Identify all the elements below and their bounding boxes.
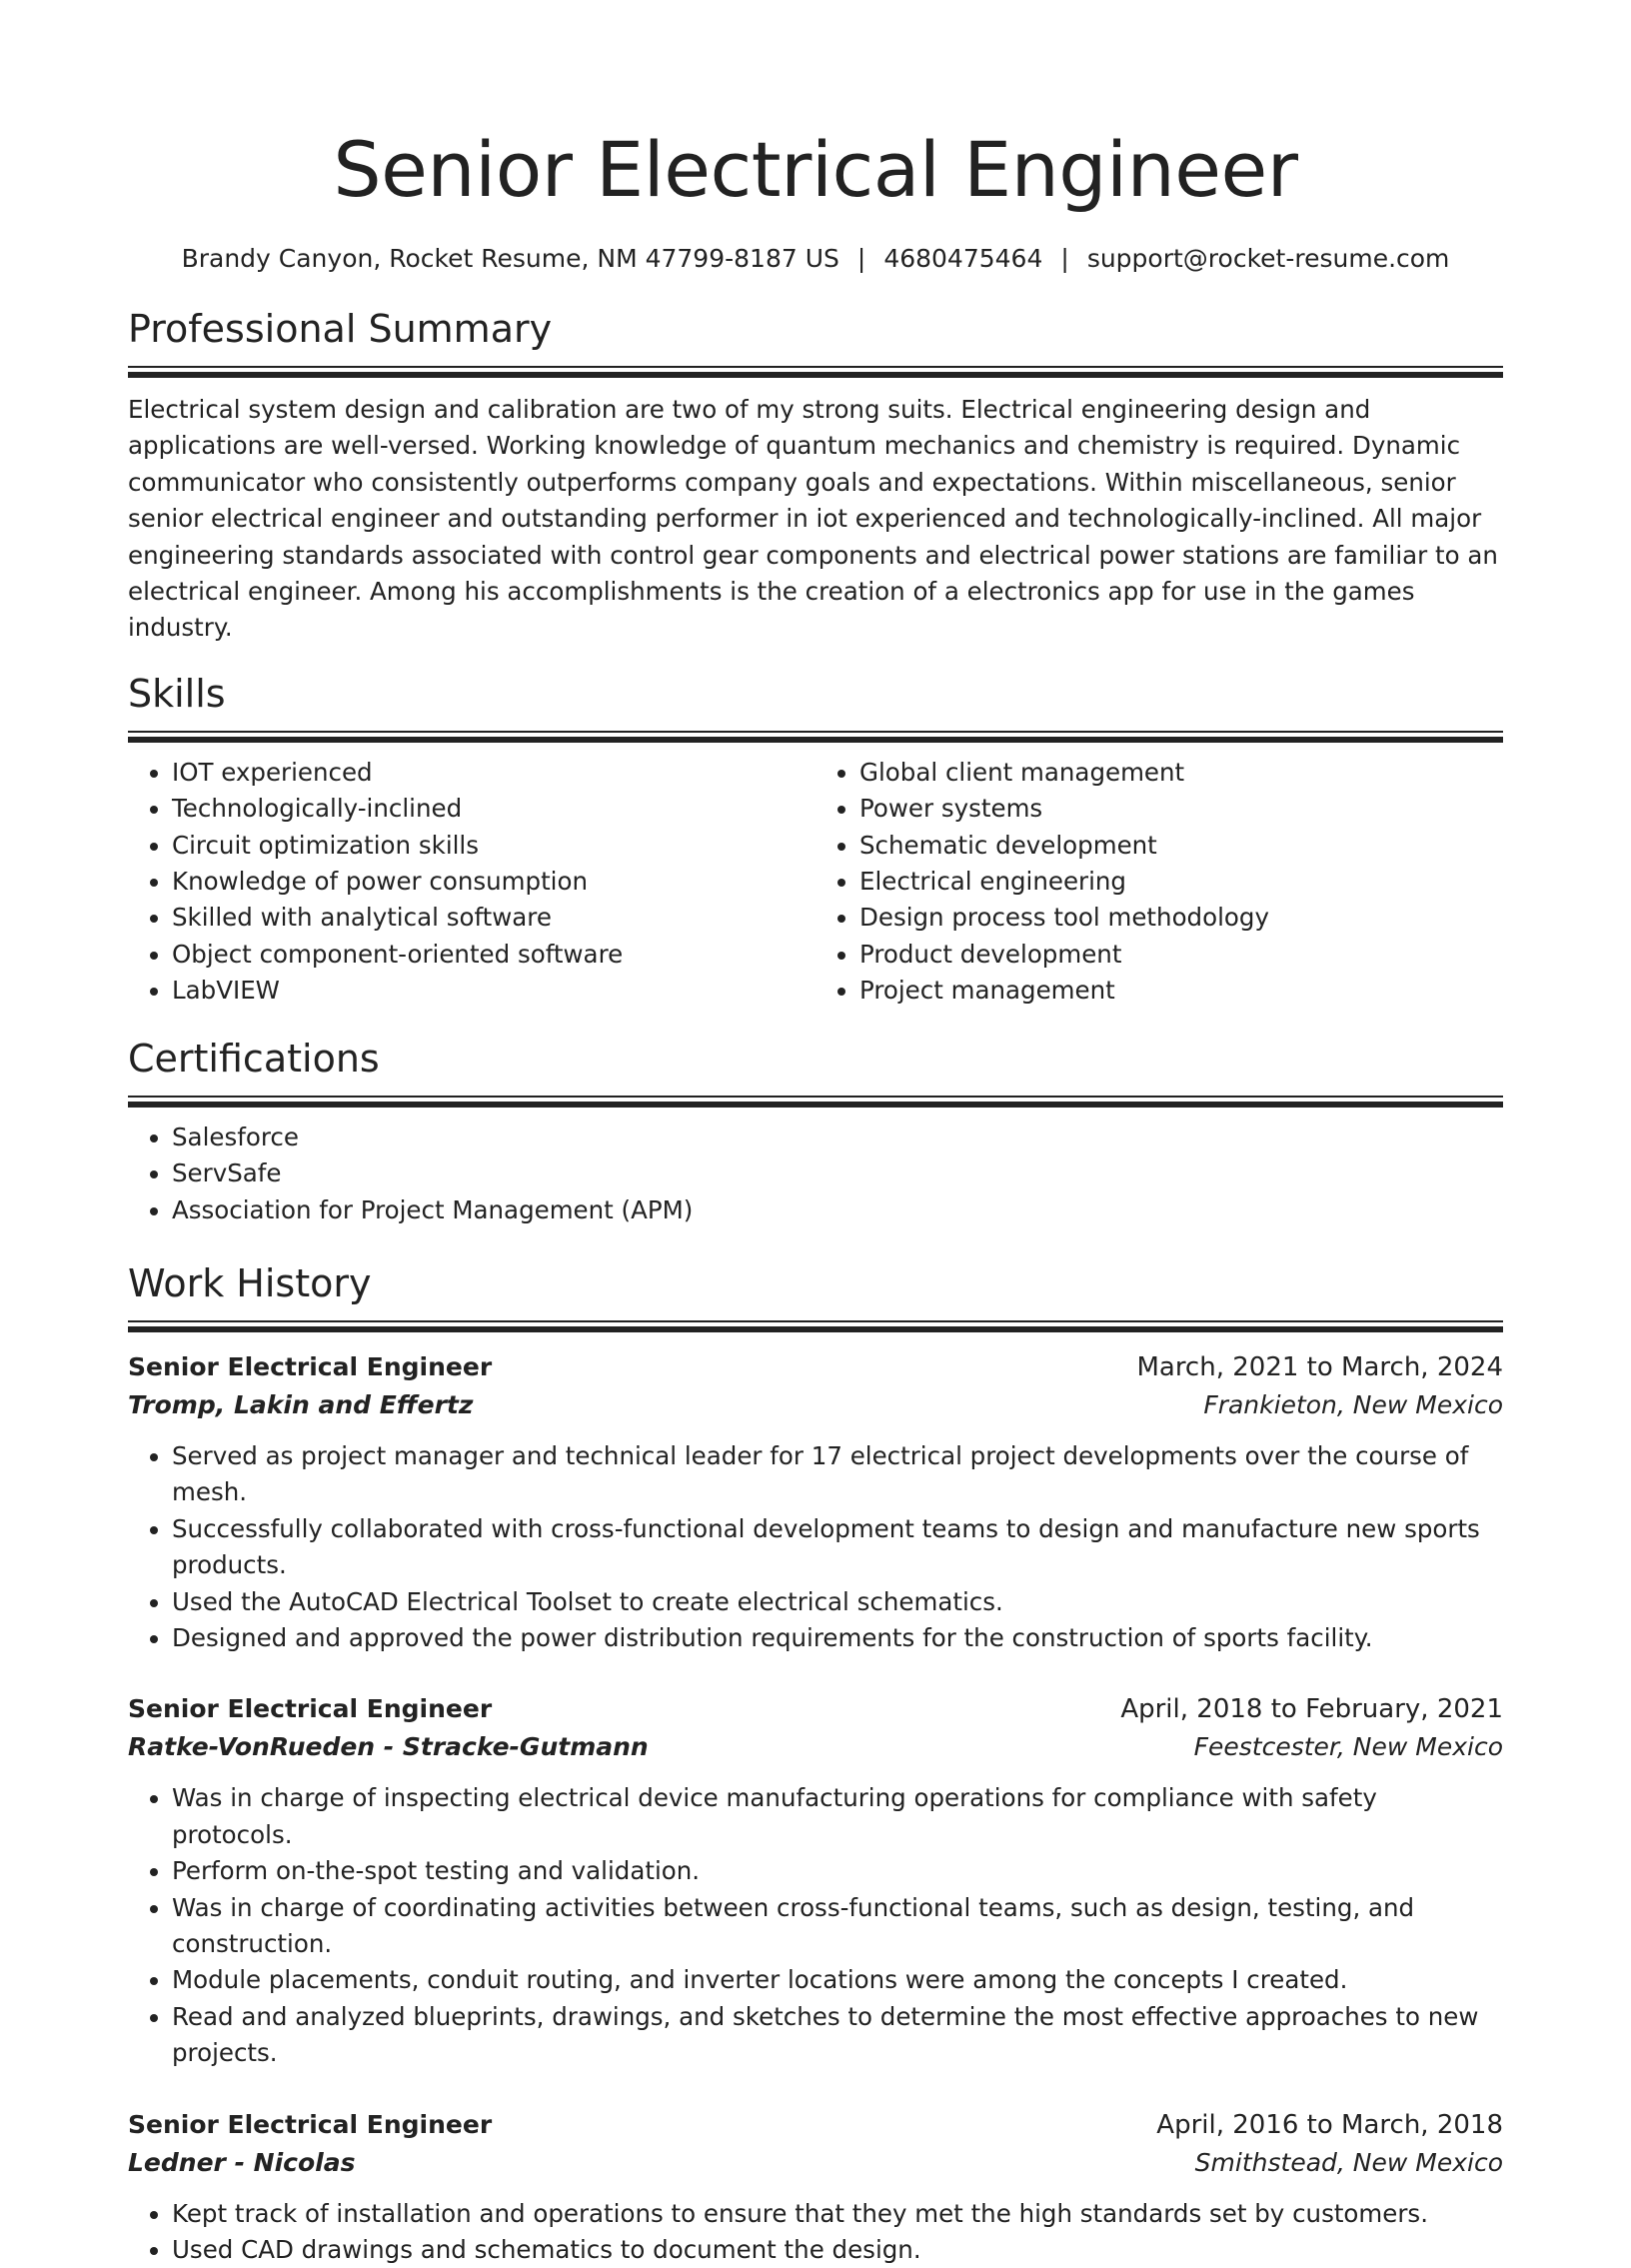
job-header-row [128,2106,1503,2144]
list-item: • Designed and approved the power distribution requirements for the construction of sports facility. [172,1620,1503,1656]
job-dates: March, 2021 to March, 2024 [1136,1351,1503,1382]
certifications-list [128,1120,1503,1228]
list-item: • Module placements, conduit routing, and inverter locations were among the concepts I created. [172,1962,1503,1998]
list-item: • Power systems [859,791,1503,827]
contact-phone: 4680475464 [883,244,1043,273]
section-divider [128,366,1503,378]
list-item: • LabVIEW [172,973,816,1009]
list-item: • Design process tool methodology [859,900,1503,936]
job-header-row [128,1348,1503,1386]
job-company-row [128,2144,1503,2182]
job-location: Smithstead, New Mexico [1194,2147,1503,2177]
skills-heading: Skills [128,671,226,716]
skills-list-right [816,755,1503,1010]
list-item: • Association for Project Management (APM) [172,1192,1503,1228]
certifications-section [128,1034,1503,1228]
contact-separator: | [1060,244,1069,273]
list-item: • Served as project manager and technical leader for 17 electrical project developments over the course of mesh. [172,1438,1503,1511]
list-item: • ServSafe [172,1155,1503,1191]
list-item: • Global client management [859,755,1503,791]
section-divider [128,1096,1503,1108]
job-bullets [128,1438,1503,1656]
list-item: • IOT experienced [172,755,816,791]
job-company-row [128,1386,1503,1424]
page-title: Senior Electrical Engineer [333,125,1298,214]
list-item: • Skilled with analytical software [172,900,816,936]
list-item: • Salesforce [172,1120,1503,1155]
certifications-heading: Certifications [128,1036,380,1081]
list-item: • Perform on-the-spot testing and validation. [172,1853,1503,1889]
list-item: • Electrical engineering [859,864,1503,900]
summary-text: Electrical system design and calibration are two of my strong suits. Electrical engineering design and applications are well-versed. Working knowledge of quantum mechanics and chemistry is required. Dynamic communicator who consistently outperforms company goals and expectations. Within miscellaneous, senior senior electrical engineer and outstanding performer in iot experienced and technologically-inclined. All major engineering standards associated with control gear components and electrical power stations are familiar to an electrical engineer. Among his accomplishments is the creation of a electronics app for use in the games industry. [128,395,1498,643]
list-item: • Schematic development [859,828,1503,864]
section-divider [128,731,1503,743]
job-company: Ledner - Nicolas [128,2147,356,2177]
work-history-section [128,1258,1503,2268]
job-header-row [128,1690,1503,1728]
skills-list-left [128,755,816,1010]
list-item: • Used CAD drawings and schematics to document the design. [172,2232,1503,2268]
job-entry [128,1690,1503,2071]
job-title: Senior Electrical Engineer [128,1694,493,1724]
list-item: • Circuit optimization skills [172,828,816,864]
list-item: • Knowledge of power consumption [172,864,816,900]
job-company: Ratke-VonRueden - Stracke-Gutmann [128,1732,649,1762]
list-item: • Used the AutoCAD Electrical Toolset to create electrical schematics. [172,1584,1503,1620]
contact-separator: | [856,244,866,273]
list-item: • Successfully collaborated with cross-functional development teams to design and manufacture new sports products. [172,1511,1503,1584]
job-dates: April, 2018 to February, 2021 [1120,1694,1503,1725]
skills-columns [128,743,1503,1010]
list-item: • Read and analyzed blueprints, drawings, and sketches to determine the most effective approaches to new projects. [172,1999,1503,2072]
section-divider [128,1320,1503,1332]
list-item: • Was in charge of inspecting electrical device manufacturing operations for compliance with safety protocols. [172,1780,1503,1853]
job-bullets [128,2196,1503,2268]
list-item: • Project management [859,973,1503,1009]
list-item: • Technologically-inclined [172,791,816,827]
contact-email: support@rocket-resume.com [1086,244,1450,273]
contact-line [128,242,1503,276]
summary-heading: Professional Summary [128,307,553,351]
job-entry [128,1348,1503,1656]
job-entry [128,2106,1503,2268]
job-company-row [128,1728,1503,1766]
job-title: Senior Electrical Engineer [128,2109,493,2139]
job-company: Tromp, Lakin and Effertz [128,1389,474,1419]
job-dates: April, 2016 to March, 2018 [1156,2109,1503,2140]
list-item: • Was in charge of coordinating activities between cross-functional teams, such as design, testing, and construction. [172,1890,1503,1963]
list-item: • Object component-oriented software [172,937,816,973]
job-location: Feestcester, New Mexico [1193,1732,1503,1762]
job-title: Senior Electrical Engineer [128,1351,493,1381]
work-history-heading: Work History [128,1260,372,1305]
skills-section [128,669,1503,1010]
contact-address: Brandy Canyon, Rocket Resume, NM 47799-8187 US [181,244,839,273]
list-item: • Product development [859,937,1503,973]
job-location: Frankieton, New Mexico [1203,1389,1503,1419]
summary-section [128,304,1503,647]
list-item: • Kept track of installation and operations to ensure that they met the high standards set by customers. [172,2196,1503,2232]
job-bullets [128,1780,1503,2071]
